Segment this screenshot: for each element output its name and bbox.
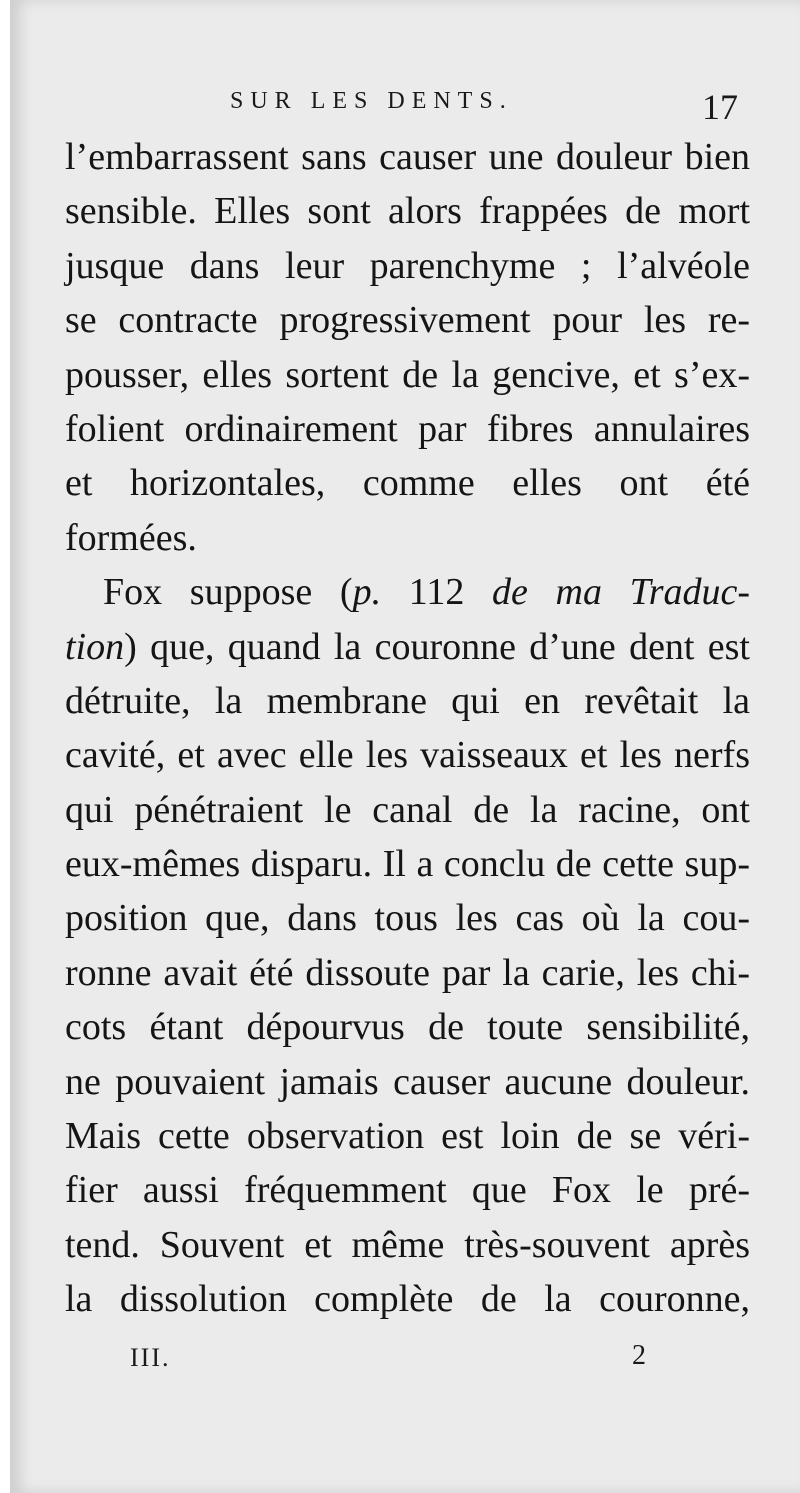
signature-mark: III. bbox=[130, 1343, 171, 1372]
text-line: sensible. Elles sont alors frappées de mort bbox=[65, 190, 750, 233]
text-line: tend. Souvent et même très-souvent après bbox=[65, 1223, 750, 1266]
text-run: ) que, quand la couronne d’une dent est bbox=[124, 625, 750, 668]
text-line: formées. bbox=[65, 516, 197, 559]
text-line: position que, dans tous les cas où la cou- bbox=[65, 897, 750, 940]
running-title: SUR LES DENTS. bbox=[230, 88, 513, 114]
text-line: la dissolution complète de la couronne, bbox=[65, 1278, 750, 1321]
text-line: qui pénétraient le canal de la racine, ont bbox=[65, 788, 750, 831]
page-margin-left bbox=[0, 0, 10, 1493]
text-line: pousser, elles sortent de la gencive, et s’ex- bbox=[65, 353, 750, 396]
body-text bbox=[65, 130, 750, 1327]
text-run: 112 bbox=[381, 571, 493, 614]
text-line bbox=[65, 565, 750, 619]
text-line: folient ordinairement par fibres annulaires bbox=[65, 407, 750, 450]
text-line: ne pouvaient jamais causer aucune douleur. bbox=[65, 1060, 750, 1103]
page-number: 17 bbox=[702, 87, 738, 127]
text-line: se contracte progressivement pour les re- bbox=[65, 299, 750, 342]
text-line bbox=[65, 620, 750, 674]
text-line: détruite, la membrane qui en revêtait la bbox=[65, 679, 750, 722]
text-line: et horizontales, comme elles ont été bbox=[65, 462, 750, 505]
sheet-number: 2 bbox=[632, 1340, 646, 1371]
text-line: Mais cette observation est loin de se véri- bbox=[65, 1115, 750, 1158]
text-line: cavité, et avec elle les vaisseaux et les nerfs bbox=[65, 734, 750, 777]
text-run-italic: de ma Traduc- bbox=[492, 571, 751, 614]
text-line: l’embarrassent sans causer une douleur bien bbox=[65, 136, 750, 178]
text-line: fier aussi fréquemment que Fox le pré- bbox=[65, 1169, 750, 1212]
text-line: eux-mêmes disparu. Il a conclu de cette sup- bbox=[65, 843, 750, 886]
text-run-italic: p. bbox=[352, 571, 382, 614]
text-run-italic: tion bbox=[65, 625, 125, 668]
book-page bbox=[10, 0, 800, 1493]
text-line: ronne avait été dissoute par la carie, les chi- bbox=[65, 951, 750, 994]
text-run: Fox suppose ( bbox=[103, 571, 353, 614]
text-line: cots étant dépourvus de toute sensibilité, bbox=[65, 1006, 750, 1049]
text-line: jusque dans leur parenchyme ; l’alvéole bbox=[65, 244, 750, 287]
